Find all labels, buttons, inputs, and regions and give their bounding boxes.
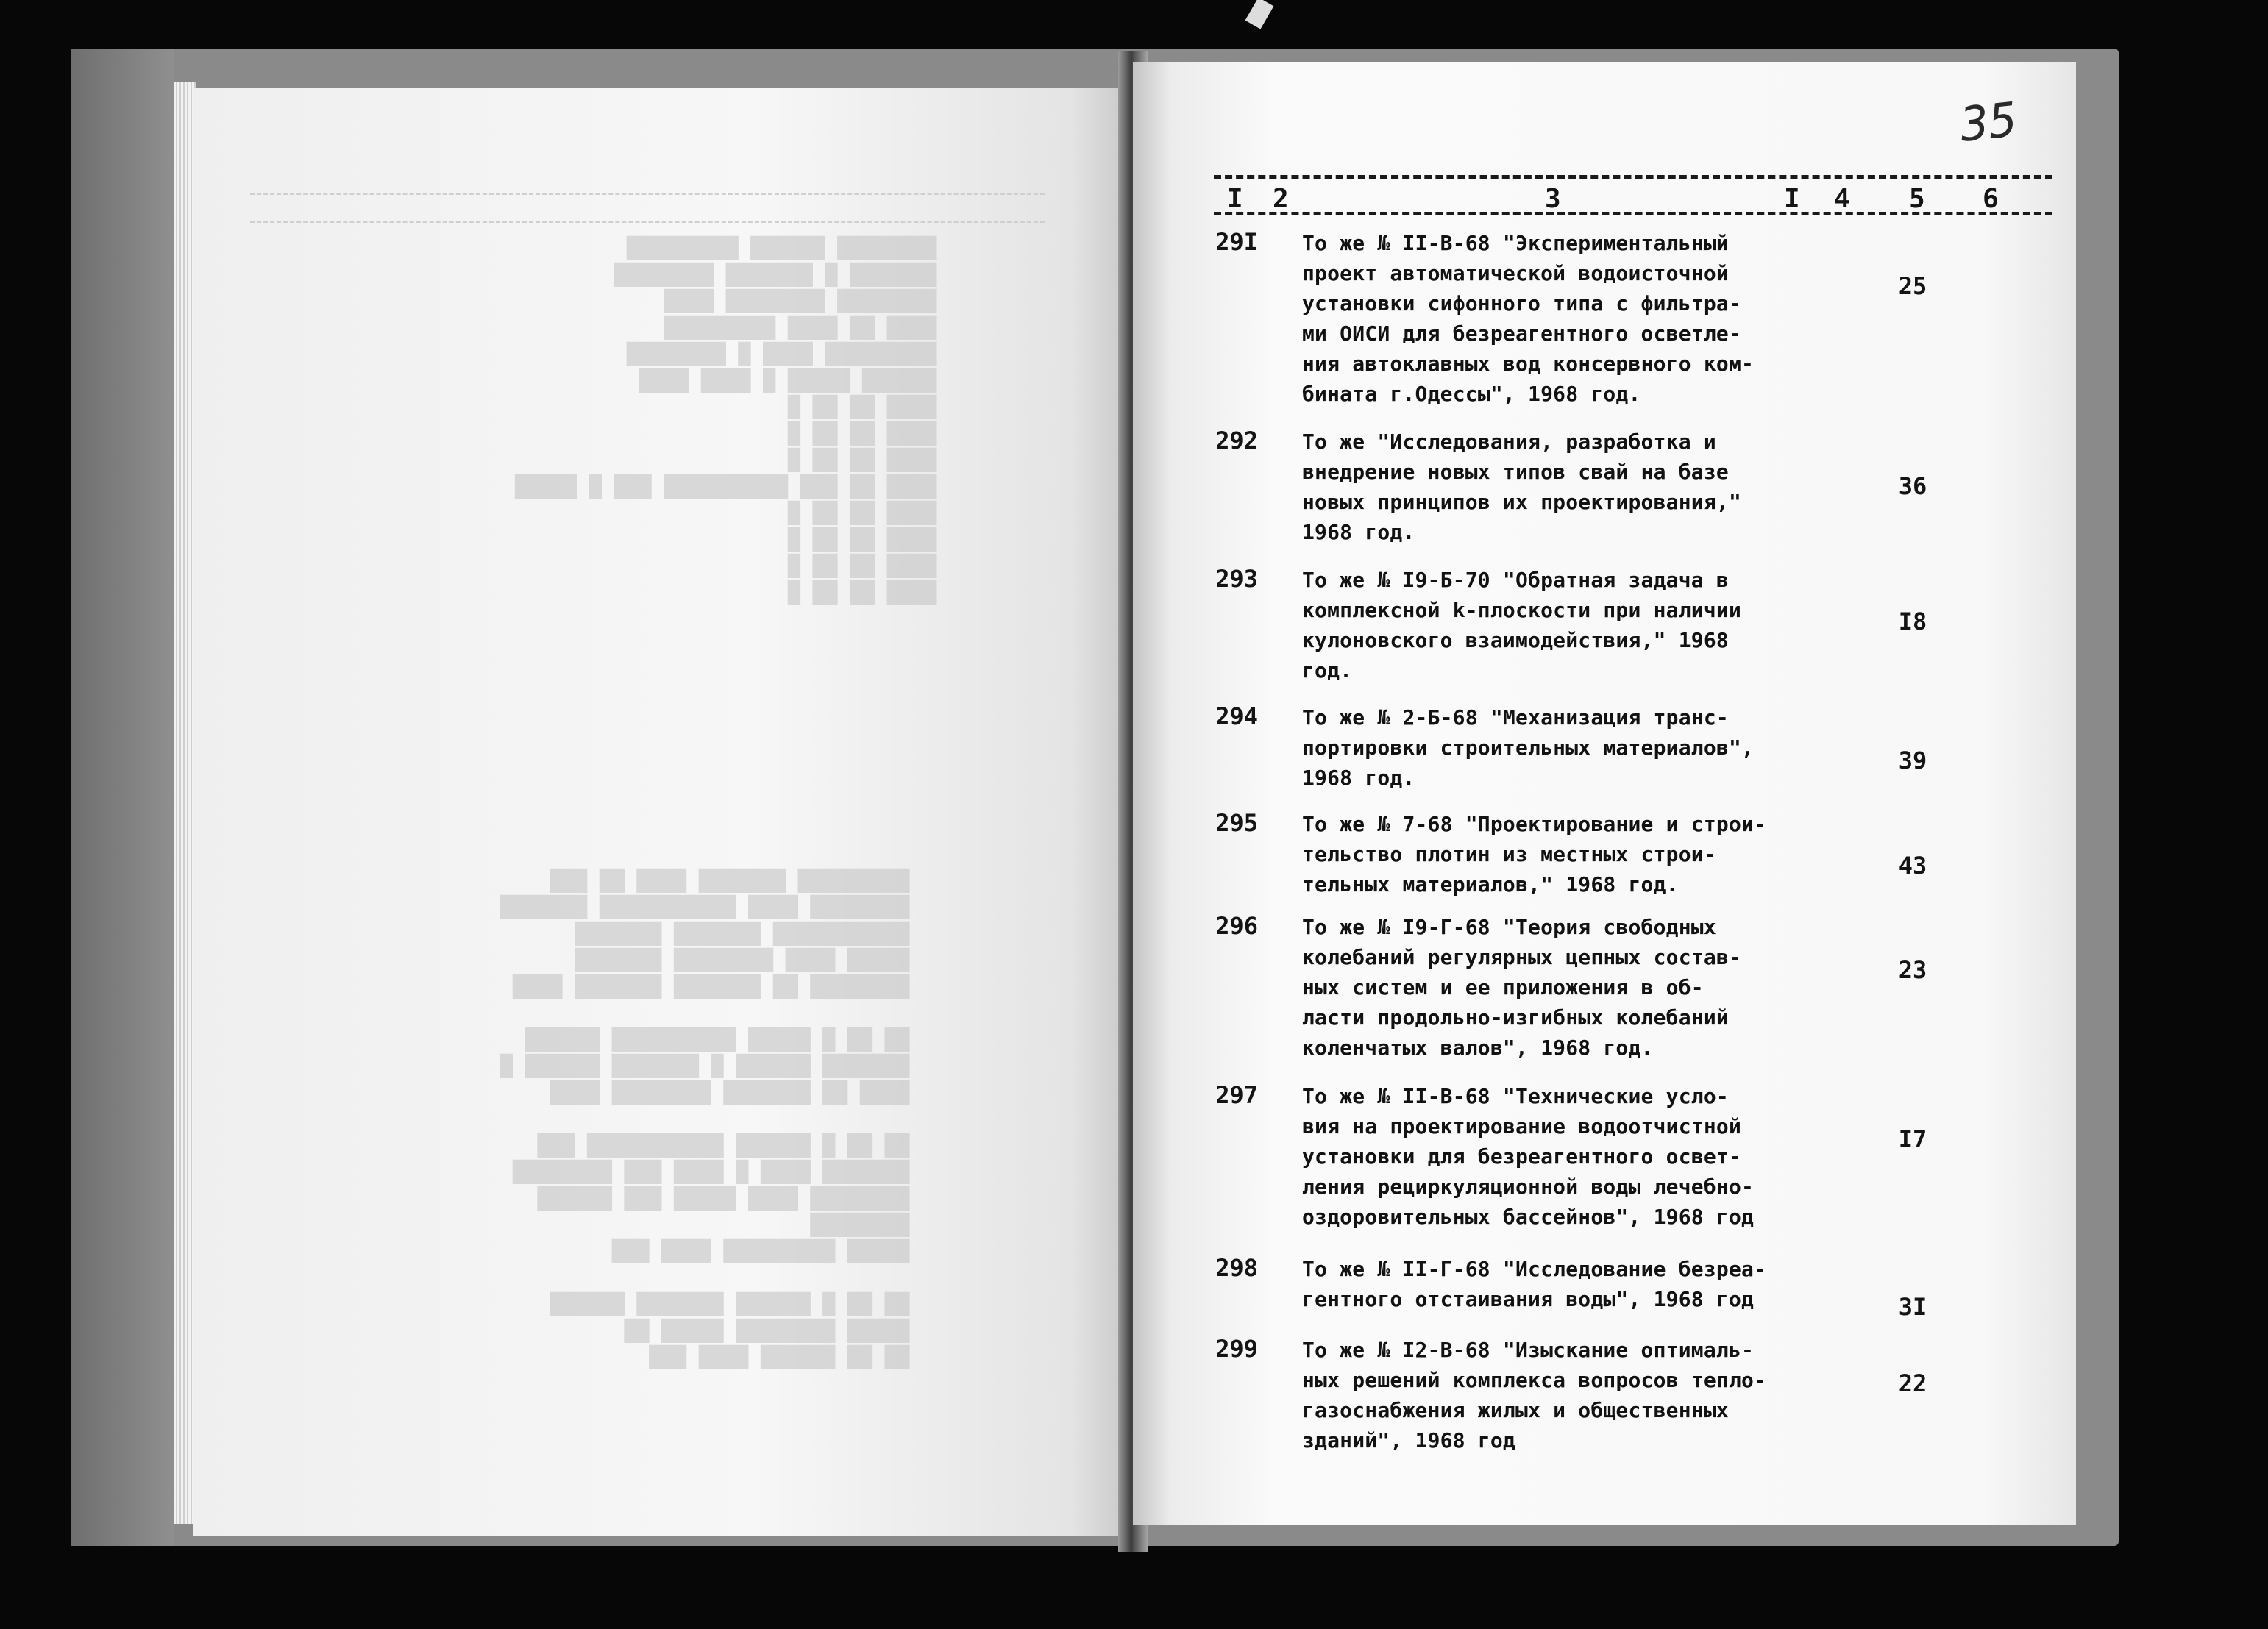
header-col4: 4 [1834, 184, 1855, 214]
entry-pages: 39 [1898, 746, 1927, 774]
entry-line: То же № II-В-68 "Технические усло- [1302, 1084, 1729, 1108]
entry-description [1302, 702, 1810, 793]
entry-description [1302, 1081, 1810, 1232]
paper-tab [1245, 0, 1274, 29]
entry-pages: 25 [1898, 272, 1927, 300]
entry-pages: I8 [1898, 607, 1927, 635]
header-col6: 6 [1983, 184, 2003, 214]
entry-description [1302, 912, 1810, 1063]
entry-line: ния автоклавных вод консервного ком- [1302, 352, 1755, 376]
entry-number: 296 [1215, 912, 1258, 940]
entry-description [1302, 228, 1810, 409]
entry-number: 293 [1215, 565, 1258, 593]
header-col1: I [1227, 184, 1248, 214]
entry-line: 1968 год. [1302, 520, 1415, 544]
entry-line: проект автоматической водоисточной [1302, 261, 1729, 285]
entry-number: 298 [1215, 1254, 1258, 1282]
entry-line: То же № II-Г-68 "Исследование безреа- [1302, 1257, 1767, 1281]
entry-line: коленчатых валов", 1968 год. [1302, 1035, 1654, 1060]
entry-line: То же № 2-Б-68 "Механизация транс- [1302, 705, 1729, 730]
entry-line: ления рециркуляционной воды лечебно- [1302, 1174, 1755, 1199]
entry-line: ласти продольно-изгибных колебаний [1302, 1005, 1729, 1030]
entry-line: колебаний регулярных цепных состав- [1302, 945, 1742, 969]
entry-line: То же "Исследования, разработка и [1302, 429, 1716, 454]
entry-number: 295 [1215, 809, 1258, 837]
entry-line: То же № I2-В-68 "Изыскание оптималь- [1302, 1338, 1755, 1362]
entry-line: вия на проектирование водоотчистной [1302, 1114, 1742, 1138]
cover-edge [71, 49, 174, 1546]
entry-line: внедрение новых типов свай на базе [1302, 460, 1729, 484]
bleed-through-text: ████████ ██████ █████████ ███████ █ ███████ ████████ ████████ ████████ ████ ████ ██ ████ █████████ █████████ ████ █ ████████ ██████ █████ █ ████ ████ ████ ██ ██ █ ████ ██ ██ █ ████ ██ ██ █ ████ ██ ███ ██████████ ███ █ █████ ████ ██ ██ █ ████ ██ ██ █ ████ ██ ██ █ ████ ██ ██ █ [515, 236, 937, 605]
header-col3: 3 [1545, 184, 1565, 214]
entry-pages: 3I [1898, 1293, 1927, 1321]
entry-number: 29I [1215, 228, 1258, 256]
entry-line: портировки строительных материалов", [1302, 735, 1755, 760]
entry-number: 299 [1215, 1335, 1258, 1363]
bleed-through-text: █████████ ███████ ████ ██ ███ ████████ ████ ███████████ ███████ ███████████ ███████ ███████ █████ ████ ████████ ███████ ████████ ██ ███████ ███████ ████ ██ ██ █ █████ ██████████ ██████ ███████ ██████ █ ███████ ██████ █ ████ ██ ███████ ████████ ████ ██ ██ █ ██████ ███████████ ███ ███████ ████ █ ████ ███ ████████ ████████ ████ █████ ███ ██████ ████████ █████ █████████ ████ ███ ██ ██ █ ██████ ███████ ██████ █████ ████████ █████ ██ ██ ██ ██████ ████ ███ [500, 869, 910, 1369]
entry-pages: 23 [1898, 956, 1927, 984]
entry-description [1302, 427, 1810, 547]
header-col2: 2 [1273, 184, 1293, 214]
entry-line: новых принципов их проектирования," [1302, 490, 1742, 514]
entry-line: ми ОИСИ для безреагентного осветле- [1302, 321, 1742, 346]
entry-line: То же № I9-Г-68 "Теория свободных [1302, 915, 1716, 939]
entry-pages: 22 [1898, 1369, 1927, 1397]
entry-line: То же № 7-68 "Проектирование и строи- [1302, 812, 1767, 836]
header-col5: 5 [1909, 184, 1930, 214]
entry-number: 292 [1215, 427, 1258, 455]
entry-line: комплексной k-плоскости при наличии [1302, 598, 1742, 622]
entry-line: ных систем и ее приложения в об- [1302, 975, 1704, 999]
left-page-rule [250, 193, 1045, 195]
header-rule-top [1214, 175, 2052, 179]
entry-line: То же № II-В-68 "Экспериментальный [1302, 231, 1729, 255]
entry-line: ных решений комплекса вопросов тепло- [1302, 1368, 1767, 1392]
entry-line: тельных материалов," 1968 год. [1302, 872, 1679, 897]
entry-description [1302, 565, 1810, 685]
entry-pages: I7 [1898, 1125, 1927, 1153]
entry-line: гентного отстаивания воды", 1968 год [1302, 1287, 1755, 1311]
entry-line: установки сифонного типа с фильтра- [1302, 291, 1742, 316]
entry-line: тельство плотин из местных строи- [1302, 842, 1716, 866]
entry-number: 297 [1215, 1081, 1258, 1109]
entry-description [1302, 1254, 1810, 1314]
entry-line: зданий", 1968 год [1302, 1428, 1515, 1452]
entry-number: 294 [1215, 702, 1258, 730]
left-page-rule [250, 221, 1045, 223]
entry-line: установки для безреагентного освет- [1302, 1144, 1742, 1169]
entry-description [1302, 809, 1810, 899]
entry-line: год. [1302, 658, 1353, 682]
entry-line: То же № I9-Б-70 "Обратная задача в [1302, 568, 1729, 592]
entry-line: 1968 год. [1302, 766, 1415, 790]
entry-pages: 36 [1898, 472, 1927, 500]
entry-description [1302, 1335, 1810, 1455]
entry-pages: 43 [1898, 852, 1927, 880]
entry-line: бината г.Одессы", 1968 год. [1302, 382, 1641, 406]
folio-number: 35 [1958, 93, 2020, 153]
entry-line: кулоновского взаимодействия," 1968 [1302, 628, 1729, 652]
header-col4-prefix: I [1784, 184, 1805, 214]
entry-line: газоснабжения жилых и общественных [1302, 1398, 1729, 1422]
entry-line: оздоровительных бассейнов", 1968 год [1302, 1205, 1755, 1229]
